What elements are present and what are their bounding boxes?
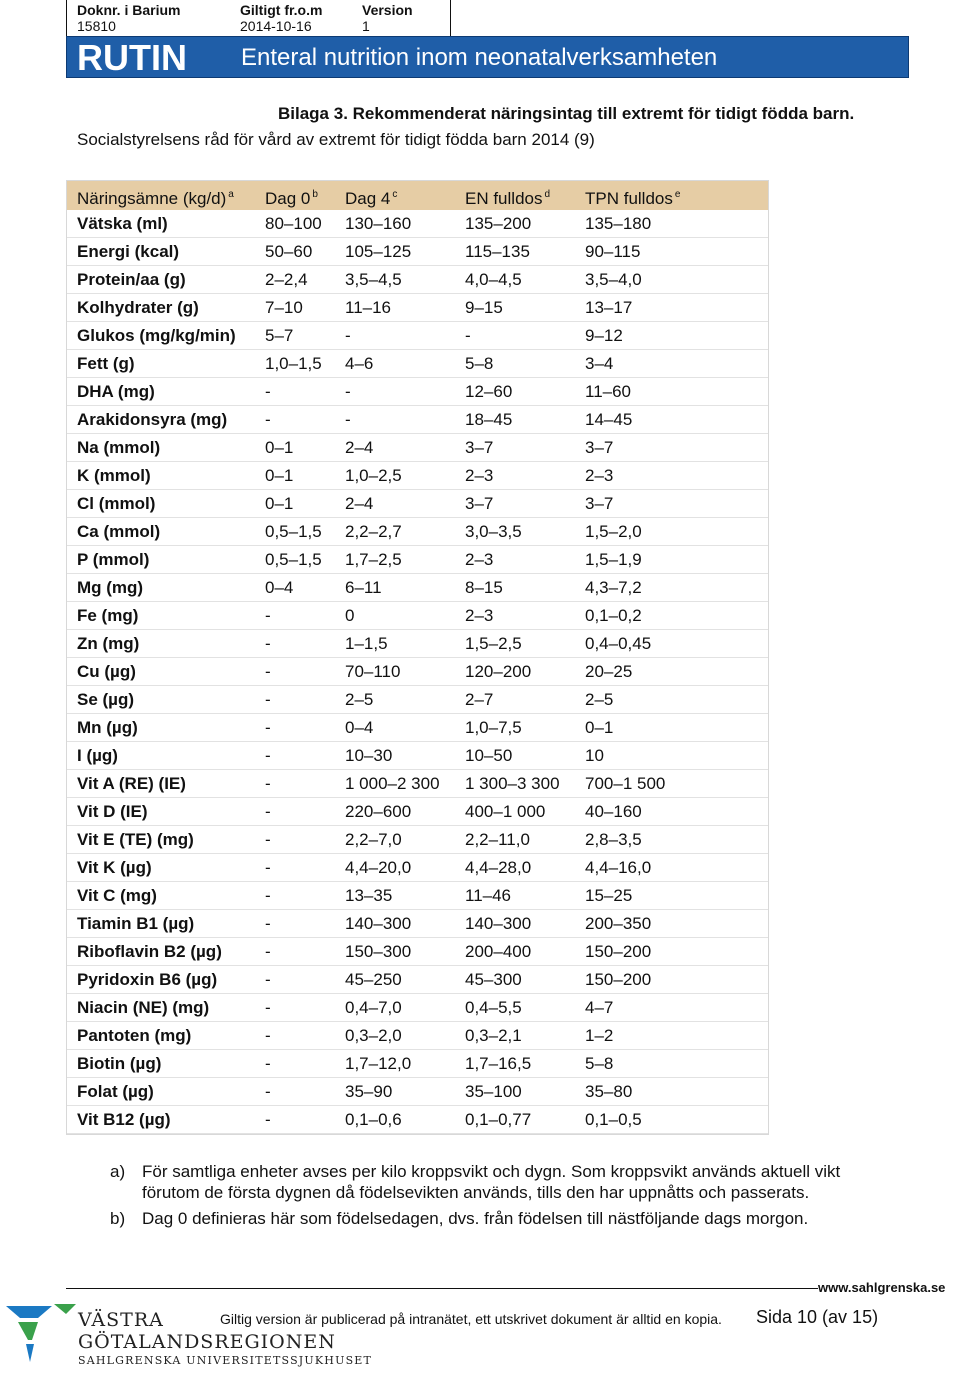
day4-cell: - xyxy=(345,410,351,429)
nutrient-cell: Mn (µg) xyxy=(77,718,138,737)
valid-from-field xyxy=(240,2,322,34)
tpn-full-cell: 4–7 xyxy=(585,998,614,1017)
tpn-full-cell: 40–160 xyxy=(585,802,642,821)
document-type: RUTIN xyxy=(77,37,187,78)
tpn-full-cell: 1–2 xyxy=(585,1026,614,1045)
day4-cell: 105–125 xyxy=(345,242,412,261)
en-full-cell: 4,4–28,0 xyxy=(465,858,532,877)
tpn-full-cell: 2,8–3,5 xyxy=(585,830,642,849)
footnote-marker: e xyxy=(674,189,681,200)
day0-cell: 2–2,4 xyxy=(265,270,308,289)
day0-cell: - xyxy=(265,634,271,653)
version-field xyxy=(362,2,413,34)
en-full-cell: 2–3 xyxy=(465,466,494,485)
en-full-cell: 3–7 xyxy=(465,438,494,457)
footnote-mark: b) xyxy=(110,1209,126,1228)
day0-cell: - xyxy=(265,1082,271,1101)
footnote-text: För samtliga enheter avses per kilo kroppsvikt och dygn. Som kroppsvikt används aktuell vikt förutom de första dygnen då födelsevikten används, tills den har uppnåtts och passerats. xyxy=(142,1162,841,1202)
en-full-cell: 1 300–3 300 xyxy=(465,774,560,793)
header-cell-nutrient xyxy=(77,185,234,209)
footnote-a xyxy=(110,1161,910,1205)
day4-cell: 1 000–2 300 xyxy=(345,774,440,793)
nutrient-cell: Zn (mg) xyxy=(77,634,140,653)
table-row xyxy=(67,910,768,938)
en-full-cell: 4,0–4,5 xyxy=(465,270,522,289)
day4-cell: 11–16 xyxy=(345,298,392,317)
day0-cell: - xyxy=(265,662,271,681)
tpn-full-cell: 13–17 xyxy=(585,298,633,317)
day4-cell: 2–4 xyxy=(345,494,374,513)
en-full-cell: 18–45 xyxy=(465,410,513,429)
day4-cell: 4,4–20,0 xyxy=(345,858,412,877)
day4-cell: 35–90 xyxy=(345,1082,393,1101)
nutrient-cell: Kolhydrater (g) xyxy=(77,298,199,317)
table-row xyxy=(67,658,768,686)
day0-cell: - xyxy=(265,1054,271,1073)
day0-cell: - xyxy=(265,830,271,849)
nutrient-cell: Vit K (µg) xyxy=(77,858,152,877)
en-full-cell: 135–200 xyxy=(465,214,532,233)
table-row xyxy=(67,546,768,574)
day4-cell: 150–300 xyxy=(345,942,412,961)
nutrient-cell: Pantoten (mg) xyxy=(77,1026,192,1045)
en-full-cell: 3,0–3,5 xyxy=(465,522,522,541)
tpn-full-cell: 200–350 xyxy=(585,914,652,933)
tpn-full-cell: 35–80 xyxy=(585,1082,633,1101)
footnote-mark: a) xyxy=(110,1162,126,1181)
table-caption: Socialstyrelsens råd för vård av extremt för tidigt födda barn 2014 (9) xyxy=(77,130,595,149)
day4-cell: 0–4 xyxy=(345,718,374,737)
logo-text-line2: GÖTALANDSREGIONEN xyxy=(78,1331,336,1353)
nutrient-cell: Vit A (RE) (IE) xyxy=(77,774,186,793)
docnr-field xyxy=(77,2,180,34)
table-row xyxy=(67,966,768,994)
day0-cell: 5–7 xyxy=(265,326,294,345)
table-header-row xyxy=(67,181,768,210)
day4-cell: 140–300 xyxy=(345,914,412,933)
table-row xyxy=(67,826,768,854)
nutrient-cell: Vit C (mg) xyxy=(77,886,157,905)
day4-cell: 0,1–0,6 xyxy=(345,1110,402,1129)
day4-cell: 2–4 xyxy=(345,438,374,457)
nutrient-cell: I (µg) xyxy=(77,746,118,765)
tpn-full-cell: 700–1 500 xyxy=(585,774,666,793)
day4-cell: 45–250 xyxy=(345,970,402,989)
day4-cell: 1,7–12,0 xyxy=(345,1054,412,1073)
en-full-cell: 5–8 xyxy=(465,354,494,373)
day4-cell: 0,3–2,0 xyxy=(345,1026,402,1045)
en-full-cell: 3–7 xyxy=(465,494,494,513)
nutrient-cell: Arakidonsyra (mg) xyxy=(77,410,228,429)
footnote-text: Dag 0 definieras här som födelsedagen, dvs. från födelsen till nästföljande dags morgon. xyxy=(142,1209,809,1228)
table-row xyxy=(67,602,768,630)
nutrient-cell: Pyridoxin B6 (µg) xyxy=(77,970,218,989)
tpn-full-cell: 11–60 xyxy=(585,382,632,401)
table-row xyxy=(67,378,768,406)
nutrition-table xyxy=(66,180,769,1135)
footnote-marker: a xyxy=(228,189,234,200)
tpn-full-cell: 0,1–0,2 xyxy=(585,606,642,625)
day0-cell: - xyxy=(265,410,271,429)
en-full-cell: 1,7–16,5 xyxy=(465,1054,532,1073)
nutrient-cell: Niacin (NE) (mg) xyxy=(77,998,210,1017)
nutrient-cell: Fett (g) xyxy=(77,354,135,373)
nutrient-cell: Mg (mg) xyxy=(77,578,144,597)
tpn-full-cell: 9–12 xyxy=(585,326,623,345)
table-row xyxy=(67,882,768,910)
tpn-full-cell: 2–3 xyxy=(585,466,614,485)
table-row xyxy=(67,322,768,350)
day0-cell: - xyxy=(265,1110,271,1129)
table-row xyxy=(67,406,768,434)
nutrient-cell: Vit B12 (µg) xyxy=(77,1110,171,1129)
day4-cell: 70–110 xyxy=(345,662,401,681)
logo-text-line3: SAHLGRENSKA UNIVERSITETSSJUKHUSET xyxy=(78,1354,373,1367)
day4-cell: 130–160 xyxy=(345,214,412,233)
en-full-cell: 2–3 xyxy=(465,550,494,569)
day0-cell: 0–1 xyxy=(265,438,294,457)
tpn-full-cell: 3–7 xyxy=(585,494,614,513)
day4-cell: 1–1,5 xyxy=(345,634,388,653)
day4-cell: 0,4–7,0 xyxy=(345,998,402,1017)
day4-cell: 0 xyxy=(345,606,355,625)
header-text: Dag 4 xyxy=(345,189,391,208)
table-row xyxy=(67,798,768,826)
document-title: Enteral nutrition inom neonatalverksamheten xyxy=(241,44,718,71)
nutrient-cell: P (mmol) xyxy=(77,550,150,569)
docnr-value: 15810 xyxy=(77,18,116,34)
day0-cell: - xyxy=(265,382,271,401)
en-full-cell: 2,2–11,0 xyxy=(465,830,530,849)
page-number: Sida 10 (av 15) xyxy=(756,1307,879,1327)
day4-cell: 2,2–2,7 xyxy=(345,522,402,541)
nutrient-cell: Fe (mg) xyxy=(77,606,139,625)
tpn-full-cell: 1,5–2,0 xyxy=(585,522,642,541)
version-label: Version xyxy=(362,2,413,18)
day4-cell: - xyxy=(345,382,351,401)
day4-cell: 1,0–2,5 xyxy=(345,466,402,485)
nutrient-cell: Biotin (µg) xyxy=(77,1054,162,1073)
valid-from-value: 2014-10-16 xyxy=(240,18,312,34)
en-full-cell: 200–400 xyxy=(465,942,532,961)
en-full-cell: 2–3 xyxy=(465,606,494,625)
table-row xyxy=(67,630,768,658)
tpn-full-cell: 0–1 xyxy=(585,718,614,737)
day4-cell: 2,2–7,0 xyxy=(345,830,402,849)
day0-cell: 0–1 xyxy=(265,494,294,513)
day4-cell: 10–30 xyxy=(345,746,393,765)
header-cell-day0 xyxy=(265,185,318,209)
day0-cell: - xyxy=(265,718,271,737)
day0-cell: 1,0–1,5 xyxy=(265,354,322,373)
tpn-full-cell: 150–200 xyxy=(585,970,652,989)
day0-cell: 0–1 xyxy=(265,466,294,485)
footnote-marker: c xyxy=(392,189,398,200)
table-row xyxy=(67,350,768,378)
table-row xyxy=(67,1050,768,1078)
tpn-full-cell: 1,5–1,9 xyxy=(585,550,642,569)
nutrient-cell: Se (µg) xyxy=(77,690,135,709)
day0-cell: - xyxy=(265,970,271,989)
day0-cell: - xyxy=(265,690,271,709)
table-row xyxy=(67,266,768,294)
header-cell-day4 xyxy=(345,185,397,209)
day4-cell: 4–6 xyxy=(345,354,374,373)
nutrient-cell: Energi (kcal) xyxy=(77,242,180,261)
en-full-cell: 120–200 xyxy=(465,662,532,681)
tpn-full-cell: 0,1–0,5 xyxy=(585,1110,642,1129)
table-row xyxy=(67,434,768,462)
nutrient-cell: Protein/aa (g) xyxy=(77,270,186,289)
tpn-full-cell: 2–5 xyxy=(585,690,614,709)
header-bar xyxy=(66,36,909,78)
header-text: EN fulldos xyxy=(465,189,543,208)
day0-cell: - xyxy=(265,746,271,765)
nutrient-cell: Riboflavin B2 (µg) xyxy=(77,942,222,961)
footnote-marker: b xyxy=(312,189,318,200)
en-full-cell: 115–135 xyxy=(465,242,530,261)
tpn-full-cell: 5–8 xyxy=(585,1054,614,1073)
nutrient-cell: Vätska (ml) xyxy=(77,214,168,233)
en-full-cell: 35–100 xyxy=(465,1082,522,1101)
day4-cell: 220–600 xyxy=(345,802,412,821)
day0-cell: - xyxy=(265,802,271,821)
footer-url: www.sahlgrenska.se xyxy=(818,1280,946,1295)
day0-cell: - xyxy=(265,606,271,625)
footnote-b xyxy=(110,1208,910,1230)
document-meta-box xyxy=(66,0,451,36)
table-row xyxy=(67,938,768,966)
day4-cell: 13–35 xyxy=(345,886,393,905)
table-row xyxy=(67,994,768,1022)
day0-cell: 0,5–1,5 xyxy=(265,522,322,541)
day0-cell: 7–10 xyxy=(265,298,303,317)
day0-cell: - xyxy=(265,858,271,877)
header-text: Dag 0 xyxy=(265,189,311,208)
day4-cell: - xyxy=(345,326,351,345)
nutrient-cell: Ca (mmol) xyxy=(77,522,161,541)
day4-cell: 3,5–4,5 xyxy=(345,270,402,289)
tpn-full-cell: 20–25 xyxy=(585,662,633,681)
table-row xyxy=(67,490,768,518)
nutrient-cell: Folat (µg) xyxy=(77,1082,154,1101)
table-row xyxy=(67,574,768,602)
en-full-cell: 2–7 xyxy=(465,690,494,709)
day0-cell: 0–4 xyxy=(265,578,294,597)
tpn-full-cell: 4,3–7,2 xyxy=(585,578,642,597)
table-row xyxy=(67,294,768,322)
en-full-cell: 400–1 000 xyxy=(465,802,546,821)
table-row xyxy=(67,1106,768,1134)
table-row xyxy=(67,854,768,882)
table-row xyxy=(67,1078,768,1106)
en-full-cell: 8–15 xyxy=(465,578,503,597)
footer-validity-note: Giltig version är publicerad på intranätet, ett utskrivet dokument är alltid en kopia. xyxy=(220,1311,722,1327)
header-text: Näringsämne (kg/d) xyxy=(77,189,227,208)
day0-cell: 50–60 xyxy=(265,242,313,261)
en-full-cell: 140–300 xyxy=(465,914,532,933)
tpn-full-cell: 0,4–0,45 xyxy=(585,634,652,653)
tpn-full-cell: 14–45 xyxy=(585,410,633,429)
en-full-cell: 1,0–7,5 xyxy=(465,718,522,737)
nutrient-cell: K (mmol) xyxy=(77,466,151,485)
nutrient-cell: Cl (mmol) xyxy=(77,494,156,513)
table-row xyxy=(67,770,768,798)
table-row xyxy=(67,1022,768,1050)
day0-cell: 0,5–1,5 xyxy=(265,550,322,569)
day0-cell: - xyxy=(265,886,271,905)
nutrient-cell: Tiamin B1 (µg) xyxy=(77,914,195,933)
tpn-full-cell: 3–7 xyxy=(585,438,614,457)
day0-cell: - xyxy=(265,998,271,1017)
day0-cell: - xyxy=(265,774,271,793)
footer-divider xyxy=(66,1288,818,1289)
version-value: 1 xyxy=(362,18,370,34)
header-cell-tpn-full xyxy=(585,185,680,209)
day0-cell: - xyxy=(265,1026,271,1045)
tpn-full-cell: 3,5–4,0 xyxy=(585,270,642,289)
logo-text-line1: VÄSTRA xyxy=(78,1309,164,1331)
header-cell-en-full xyxy=(465,185,550,209)
nutrient-cell: Vit E (TE) (mg) xyxy=(77,830,194,849)
en-full-cell: 0,1–0,77 xyxy=(465,1110,532,1129)
header-text: TPN fulldos xyxy=(585,189,673,208)
nutrient-cell: Vit D (IE) xyxy=(77,802,148,821)
valid-from-label: Giltigt fr.o.m xyxy=(240,2,323,18)
day4-cell: 6–11 xyxy=(345,578,382,597)
table-row xyxy=(67,238,768,266)
appendix-heading: Bilaga 3. Rekommenderat näringsintag till extremt för tidigt födda barn. xyxy=(278,104,855,123)
docnr-label: Doknr. i Barium xyxy=(77,2,181,18)
table-row xyxy=(67,518,768,546)
en-full-cell: 0,4–5,5 xyxy=(465,998,522,1017)
table-row xyxy=(67,462,768,490)
en-full-cell: 45–300 xyxy=(465,970,522,989)
footnote-marker: d xyxy=(544,189,551,200)
table-row xyxy=(67,742,768,770)
nutrient-cell: Glukos (mg/kg/min) xyxy=(77,326,236,345)
tpn-full-cell: 3–4 xyxy=(585,354,614,373)
table-row xyxy=(67,686,768,714)
day0-cell: - xyxy=(265,914,271,933)
tpn-full-cell: 4,4–16,0 xyxy=(585,858,652,877)
tpn-full-cell: 135–180 xyxy=(585,214,652,233)
day0-cell: 80–100 xyxy=(265,214,322,233)
en-full-cell: - xyxy=(465,326,471,345)
nutrient-cell: DHA (mg) xyxy=(77,382,155,401)
tpn-full-cell: 10 xyxy=(585,746,604,765)
en-full-cell: 9–15 xyxy=(465,298,503,317)
en-full-cell: 0,3–2,1 xyxy=(465,1026,522,1045)
nutrient-cell: Na (mmol) xyxy=(77,438,161,457)
en-full-cell: 1,5–2,5 xyxy=(465,634,522,653)
tpn-full-cell: 150–200 xyxy=(585,942,652,961)
en-full-cell: 11–46 xyxy=(465,886,512,905)
en-full-cell: 12–60 xyxy=(465,382,513,401)
en-full-cell: 10–50 xyxy=(465,746,513,765)
day4-cell: 2–5 xyxy=(345,690,374,709)
nutrient-cell: Cu (µg) xyxy=(77,662,136,681)
table-row xyxy=(67,210,768,238)
tpn-full-cell: 15–25 xyxy=(585,886,633,905)
day0-cell: - xyxy=(265,942,271,961)
tpn-full-cell: 90–115 xyxy=(585,242,641,261)
table-row xyxy=(67,714,768,742)
day4-cell: 1,7–2,5 xyxy=(345,550,402,569)
